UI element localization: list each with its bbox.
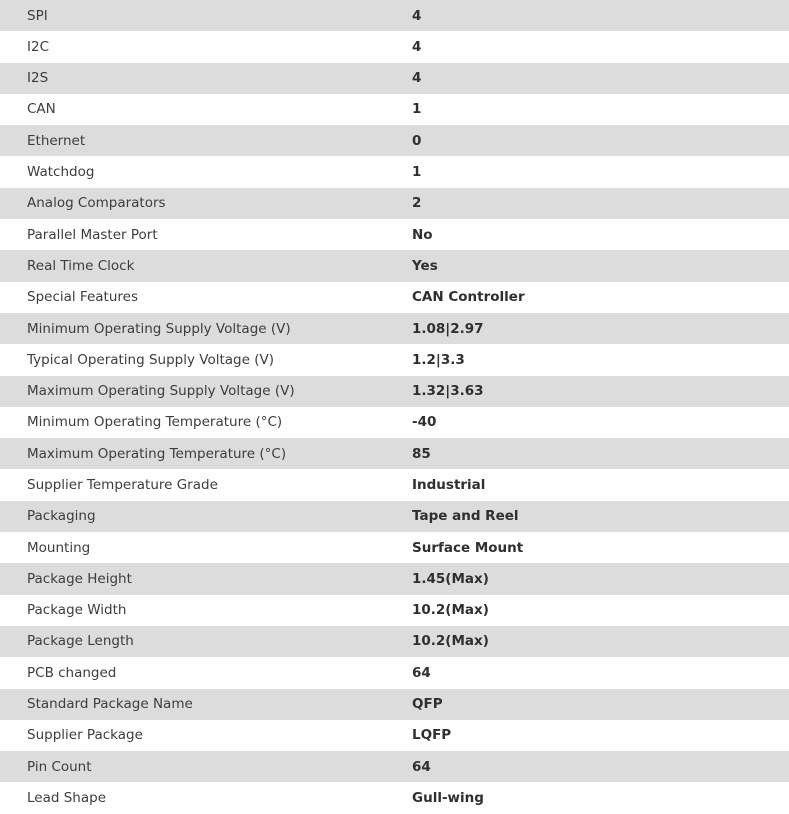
spec-label: SPI bbox=[27, 7, 48, 24]
spec-value: Surface Mount bbox=[412, 539, 524, 556]
spec-value: No bbox=[412, 226, 433, 243]
spec-value: 10.2(Max) bbox=[412, 602, 489, 619]
spec-label: CAN bbox=[27, 101, 56, 118]
spec-value: Industrial bbox=[412, 477, 486, 493]
table-row bbox=[0, 595, 789, 626]
spec-label: Parallel Master Port bbox=[27, 226, 158, 243]
spec-label: I2S bbox=[27, 70, 49, 87]
spec-value: 85 bbox=[412, 445, 431, 462]
spec-value: 1.2|3.3 bbox=[412, 351, 465, 368]
table-row bbox=[0, 250, 789, 281]
spec-value: 1 bbox=[412, 164, 422, 181]
spec-label: Packaging bbox=[27, 508, 96, 525]
spec-value: -40 bbox=[412, 414, 437, 431]
table-row bbox=[0, 282, 789, 313]
table-row bbox=[0, 532, 789, 563]
spec-value: 1.08|2.97 bbox=[412, 320, 484, 337]
spec-label: Mounting bbox=[27, 539, 91, 556]
spec-value: 64 bbox=[412, 758, 431, 775]
spec-value: Yes bbox=[412, 257, 438, 274]
table-row bbox=[0, 219, 789, 250]
table-row bbox=[0, 657, 789, 688]
spec-value: 1.45(Max) bbox=[412, 570, 489, 587]
table-row bbox=[0, 94, 789, 125]
table-row bbox=[0, 125, 789, 156]
spec-label: Minimum Operating Temperature (°C) bbox=[27, 414, 283, 431]
table-row bbox=[0, 469, 789, 500]
spec-value: 4 bbox=[412, 7, 422, 24]
table-row bbox=[0, 626, 789, 657]
spec-label: Package Length bbox=[27, 633, 134, 650]
spec-value: 64 bbox=[412, 664, 431, 681]
spec-label: I2C bbox=[27, 38, 49, 55]
spec-label: Pin Count bbox=[27, 758, 92, 775]
table-row bbox=[0, 0, 789, 31]
spec-value: QFP bbox=[412, 696, 443, 713]
table-row bbox=[0, 376, 789, 407]
table-row bbox=[0, 156, 789, 187]
table-row bbox=[0, 501, 789, 532]
table-row bbox=[0, 782, 789, 813]
table-row bbox=[0, 63, 789, 94]
spec-value: 2 bbox=[412, 195, 422, 212]
table-row bbox=[0, 689, 789, 720]
spec-value: 1.32|3.63 bbox=[412, 383, 484, 400]
spec-label: Typical Operating Supply Voltage (V) bbox=[27, 351, 274, 368]
table-row bbox=[0, 344, 789, 375]
spec-value: 10.2(Max) bbox=[412, 633, 489, 650]
spec-value: Tape and Reel bbox=[412, 508, 519, 525]
table-row bbox=[0, 438, 789, 469]
table-row bbox=[0, 313, 789, 344]
spec-label: Standard Package Name bbox=[27, 696, 193, 713]
spec-label: Package Height bbox=[27, 570, 132, 587]
spec-value: 1 bbox=[412, 101, 422, 118]
spec-label: Ethernet bbox=[27, 132, 86, 149]
spec-label: Analog Comparators bbox=[27, 195, 166, 212]
spec-value: Gull-wing bbox=[412, 789, 484, 806]
table-row bbox=[0, 563, 789, 594]
spec-value: CAN Controller bbox=[412, 289, 525, 306]
table-row bbox=[0, 407, 789, 438]
spec-value: LQFP bbox=[412, 727, 452, 744]
spec-value: 4 bbox=[412, 70, 422, 87]
spec-label: Special Features bbox=[27, 289, 138, 306]
table-row bbox=[0, 751, 789, 782]
spec-label: Real Time Clock bbox=[27, 257, 135, 274]
spec-value: 0 bbox=[412, 132, 422, 149]
spec-label: Supplier Temperature Grade bbox=[27, 477, 218, 493]
spec-label: PCB changed bbox=[27, 664, 117, 681]
table-row bbox=[0, 720, 789, 751]
spec-value: 4 bbox=[412, 38, 422, 55]
table-row bbox=[0, 188, 789, 219]
spec-label: Lead Shape bbox=[27, 789, 106, 806]
table-row bbox=[0, 31, 789, 62]
spec-label: Maximum Operating Temperature (°C) bbox=[27, 445, 287, 462]
spec-label: Supplier Package bbox=[27, 727, 143, 744]
spec-label: Package Width bbox=[27, 602, 127, 619]
spec-label: Maximum Operating Supply Voltage (V) bbox=[27, 383, 295, 400]
spec-label: Watchdog bbox=[27, 164, 95, 181]
spec-label: Minimum Operating Supply Voltage (V) bbox=[27, 320, 291, 337]
